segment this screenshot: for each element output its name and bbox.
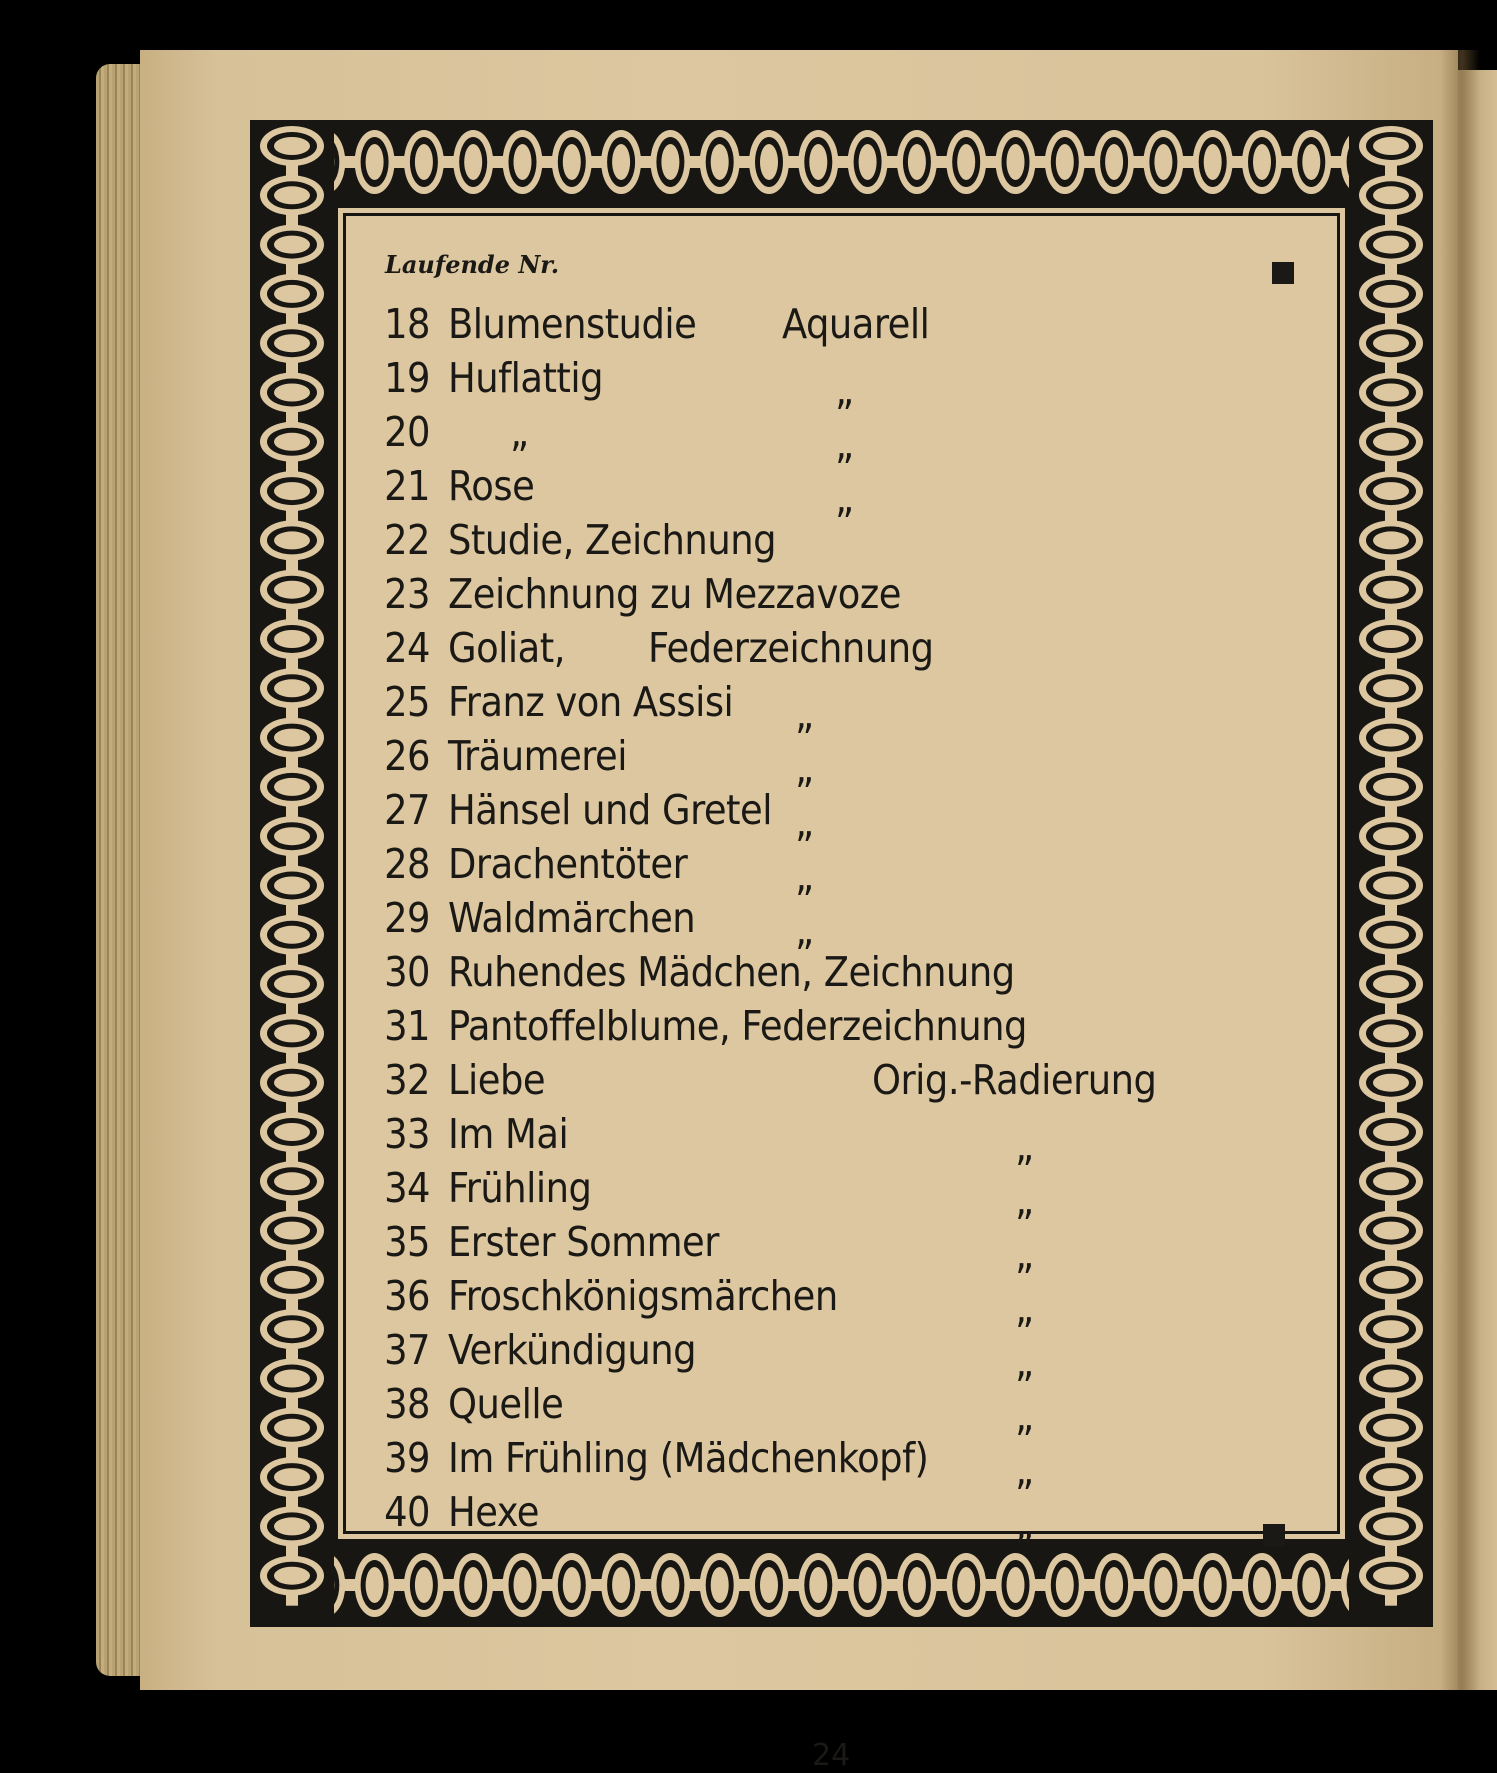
catalog-entry — [370, 1002, 1370, 1056]
catalog-entry — [370, 1164, 1370, 1224]
ditto-mark: „ — [795, 852, 814, 900]
entry-title: Studie, Zeichnung — [448, 516, 777, 564]
entry-title: Huflattig — [448, 354, 604, 402]
entry-title: „ — [510, 408, 529, 456]
ditto-mark: „ — [795, 906, 814, 954]
entry-number: 30 — [384, 948, 430, 996]
catalog-entry — [370, 1488, 1370, 1548]
catalog-list — [370, 300, 1370, 1548]
entry-title: Frühling — [448, 1164, 592, 1212]
entry-title: Drachentöter — [448, 840, 688, 888]
ditto-mark: „ — [1015, 1446, 1034, 1494]
ditto-mark: „ — [795, 798, 814, 846]
entry-title: Rose — [448, 462, 535, 510]
entry-technique: Aquarell — [782, 300, 930, 348]
ditto-mark: „ — [1015, 1284, 1034, 1332]
catalog-entry — [370, 408, 1370, 468]
catalog-entry — [370, 732, 1370, 792]
ditto-mark: „ — [1015, 1500, 1034, 1548]
entry-title: Im Frühling (Mädchenkopf) — [448, 1434, 929, 1482]
entry-title: Liebe — [448, 1056, 546, 1104]
catalog-entry — [370, 462, 1370, 522]
frame-bottom-band — [250, 1543, 1433, 1627]
entry-title: Froschkönigsmärchen — [448, 1272, 838, 1320]
entry-number: 37 — [384, 1326, 430, 1374]
catalog-entry — [370, 1110, 1370, 1170]
entry-title: Franz von Assisi — [448, 678, 734, 726]
entry-technique: Orig.-Radierung — [872, 1056, 1157, 1104]
ditto-mark: „ — [1015, 1230, 1034, 1278]
entry-number: 34 — [384, 1164, 430, 1212]
entry-number: 25 — [384, 678, 430, 726]
catalog-entry — [370, 786, 1370, 846]
entry-title: Waldmärchen — [448, 894, 696, 942]
entry-number: 18 — [384, 300, 430, 348]
catalog-entry — [370, 1056, 1370, 1110]
entry-number: 40 — [384, 1488, 430, 1536]
catalog-entry — [370, 1434, 1370, 1494]
ditto-mark: „ — [835, 474, 854, 522]
entry-number: 33 — [384, 1110, 430, 1158]
catalog-entry — [370, 840, 1370, 900]
catalog-entry — [370, 624, 1370, 678]
entry-number: 20 — [384, 408, 430, 456]
entry-title: Blumenstudie — [448, 300, 697, 348]
catalog-entry — [370, 948, 1370, 1002]
entry-number: 39 — [384, 1434, 430, 1482]
ditto-mark: „ — [795, 690, 814, 738]
ditto-mark: „ — [795, 744, 814, 792]
entry-number: 28 — [384, 840, 430, 888]
entry-title: Hänsel und Gretel — [448, 786, 772, 834]
entry-number: 32 — [384, 1056, 430, 1104]
entry-title: Pantoffelblume, Federzeichnung — [448, 1002, 1027, 1050]
catalog-entry — [370, 1326, 1370, 1386]
entry-number: 36 — [384, 1272, 430, 1320]
catalog-entry — [370, 354, 1370, 414]
entry-number: 22 — [384, 516, 430, 564]
entry-technique: Federzeichnung — [648, 624, 934, 672]
frame-left-band — [250, 120, 334, 1627]
entry-title: Ruhendes Mädchen, Zeichnung — [448, 948, 1015, 996]
catalog-entry — [370, 678, 1370, 738]
entry-number: 31 — [384, 1002, 430, 1050]
entry-number: 27 — [384, 786, 430, 834]
entry-number: 29 — [384, 894, 430, 942]
column-header: Laufende Nr. — [385, 250, 560, 279]
entry-number: 23 — [384, 570, 430, 618]
entry-title: Goliat, — [448, 624, 565, 672]
entry-number: 38 — [384, 1380, 430, 1428]
entry-number: 26 — [384, 732, 430, 780]
catalog-entry — [370, 300, 1370, 354]
catalog-entry — [370, 516, 1370, 570]
entry-number: 21 — [384, 462, 430, 510]
book-gutter — [1440, 50, 1480, 1690]
ditto-mark: „ — [1015, 1338, 1034, 1386]
ditto-mark: „ — [1015, 1176, 1034, 1224]
catalog-entry — [370, 894, 1370, 954]
page-number: 24 — [812, 1738, 851, 1773]
ditto-mark: „ — [1015, 1122, 1034, 1170]
entry-number: 24 — [384, 624, 430, 672]
entry-title: Träumerei — [448, 732, 627, 780]
catalog-entry — [370, 1272, 1370, 1332]
ditto-mark: „ — [1015, 1392, 1034, 1440]
ditto-mark: „ — [835, 420, 854, 468]
entry-number: 19 — [384, 354, 430, 402]
catalog-entry — [370, 570, 1370, 624]
entry-number: 35 — [384, 1218, 430, 1266]
entry-title: Erster Sommer — [448, 1218, 719, 1266]
entry-title: Quelle — [448, 1380, 564, 1428]
frame-top-band — [250, 120, 1433, 204]
entry-title: Hexe — [448, 1488, 539, 1536]
entry-title: Im Mai — [448, 1110, 569, 1158]
entry-title: Verkündigung — [448, 1326, 697, 1374]
entry-title: Zeichnung zu Mezzavoze — [448, 570, 901, 618]
ditto-mark: „ — [835, 366, 854, 414]
catalog-entry — [370, 1380, 1370, 1440]
square-ornament-top — [1272, 262, 1294, 284]
catalog-entry — [370, 1218, 1370, 1278]
